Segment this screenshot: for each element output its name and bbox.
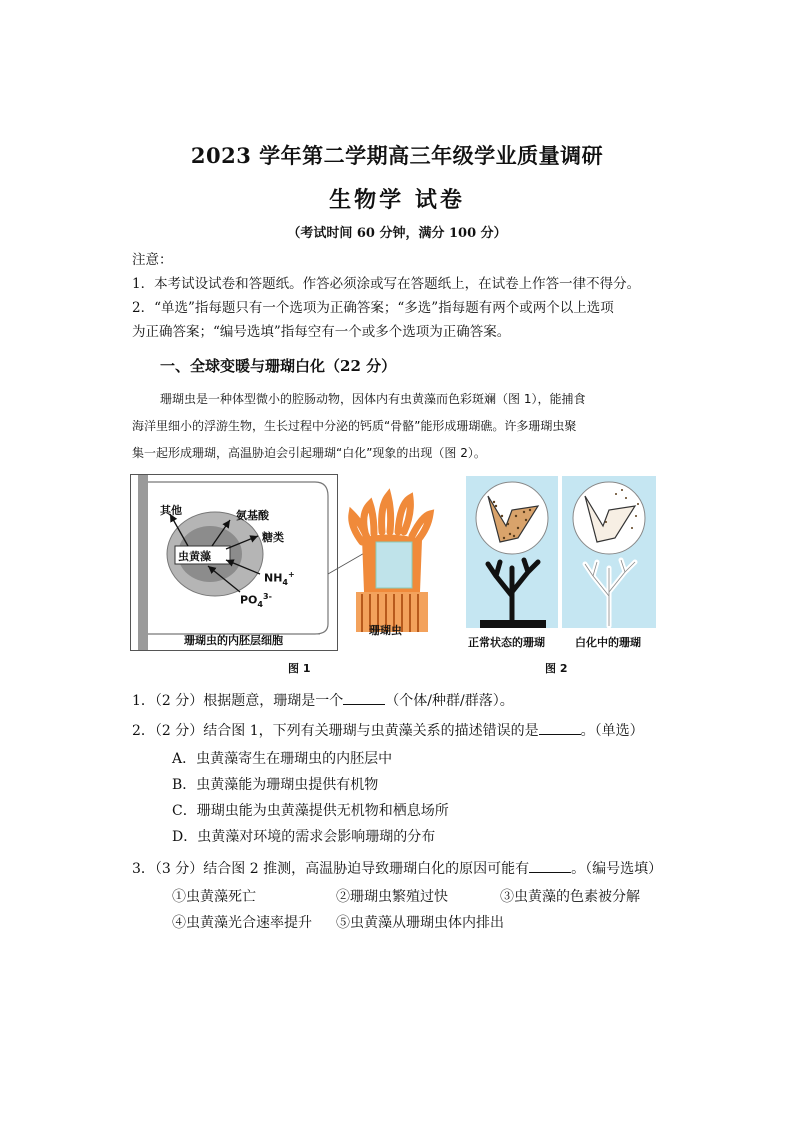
label-amino-acid: 氨基酸: [236, 509, 269, 522]
notice-item-2-line-1: 2．“单选”指每题只有一个选项为正确答案；“多选”指每题有两个或两个以上选项: [132, 300, 614, 316]
notice-item-2-line-2: 为正确答案；“编号选填”指每空有一个或多个选项为正确答案。: [132, 324, 511, 340]
q3-option-3: ③虫黄藻的色素被分解: [500, 889, 640, 905]
q3-option-5: ⑤虫黄藻从珊瑚虫体内排出: [336, 915, 504, 931]
q2-option-b: B．虫黄藻能为珊瑚虫提供有机物: [172, 777, 379, 793]
section-title: 一、全球变暖与珊瑚白化（22 分）: [160, 357, 397, 375]
caption-normal-coral: 正常状态的珊瑚: [468, 636, 545, 649]
coral-polyp: [352, 496, 430, 632]
q2-option-c: C．珊瑚虫能为虫黄藻提供无机物和栖息场所: [172, 803, 449, 819]
caption-polyp: 珊瑚虫: [369, 624, 402, 637]
question-3: 3．（3 分）结合图 2 推测，高温胁迫导致珊瑚白化的原因可能有 。（编号选填）: [132, 861, 663, 877]
answer-blank-1[interactable]: [343, 692, 385, 705]
figure-1-number: 图 1: [288, 662, 311, 675]
notice-item-1: 1．本考试设试卷和答题纸。作答必须涂或写在答题纸上，在试卷上作答一律不得分。: [132, 276, 641, 292]
intro-line-3: 集一起形成珊瑚，高温胁迫会引起珊瑚“白化”现象的出现（图 2）。: [132, 446, 486, 460]
exam-title: 2023 学年第二学期高三年级学业质量调研: [190, 143, 604, 168]
caption-endoderm-cell: 珊瑚虫的内胚层细胞: [184, 634, 283, 647]
q3-option-1: ①虫黄藻死亡: [172, 889, 256, 905]
answer-blank-3[interactable]: [529, 860, 571, 873]
figure-1-diagram: [130, 474, 470, 654]
notice-heading: 注意：: [132, 252, 173, 268]
q3-option-4: ④虫黄藻光合速率提升: [172, 915, 312, 931]
cell-wall-strip: [138, 475, 148, 650]
label-nh4: $NH_4^+$: [264, 570, 295, 587]
question-2: 2．（2 分）结合图 1，下列有关珊瑚与虫黄藻关系的描述错误的是 。（单选）: [132, 723, 644, 739]
time-note: （考试时间 60 分钟，满分 100 分）: [287, 226, 507, 241]
label-po4: $PO_4^{3-}$: [240, 592, 272, 609]
label-sugar: 糖类: [262, 531, 284, 544]
caption-bleached-coral: 白化中的珊瑚: [575, 636, 641, 649]
q3-option-2: ②珊瑚虫繁殖过快: [336, 889, 448, 905]
figure-2-number: 图 2: [545, 662, 568, 675]
subject-title: 生物学 试卷: [329, 187, 465, 213]
intro-line-2: 海洋里细小的浮游生物，生长过程中分泌的钙质“骨骼”能形成珊瑚礁。许多珊瑚虫聚: [132, 419, 577, 433]
figure-2-diagram: [466, 476, 656, 628]
q2-option-d: D．虫黄藻对环境的需求会影响珊瑚的分布: [172, 829, 436, 845]
label-other: 其他: [160, 504, 182, 517]
label-zooxanthellae: 虫黄藻: [178, 550, 211, 563]
q2-option-a: A．虫黄藻寄生在珊瑚虫的内胚层中: [172, 751, 393, 767]
answer-blank-2[interactable]: [539, 722, 581, 735]
intro-line-1: 珊瑚虫是一种体型微小的腔肠动物，因体内有虫黄藻而色彩斑斓（图 1），能捕食: [160, 392, 586, 406]
question-1: 1．（2 分）根据题意，珊瑚是一个 （个体/种群/群落）。: [132, 693, 514, 709]
